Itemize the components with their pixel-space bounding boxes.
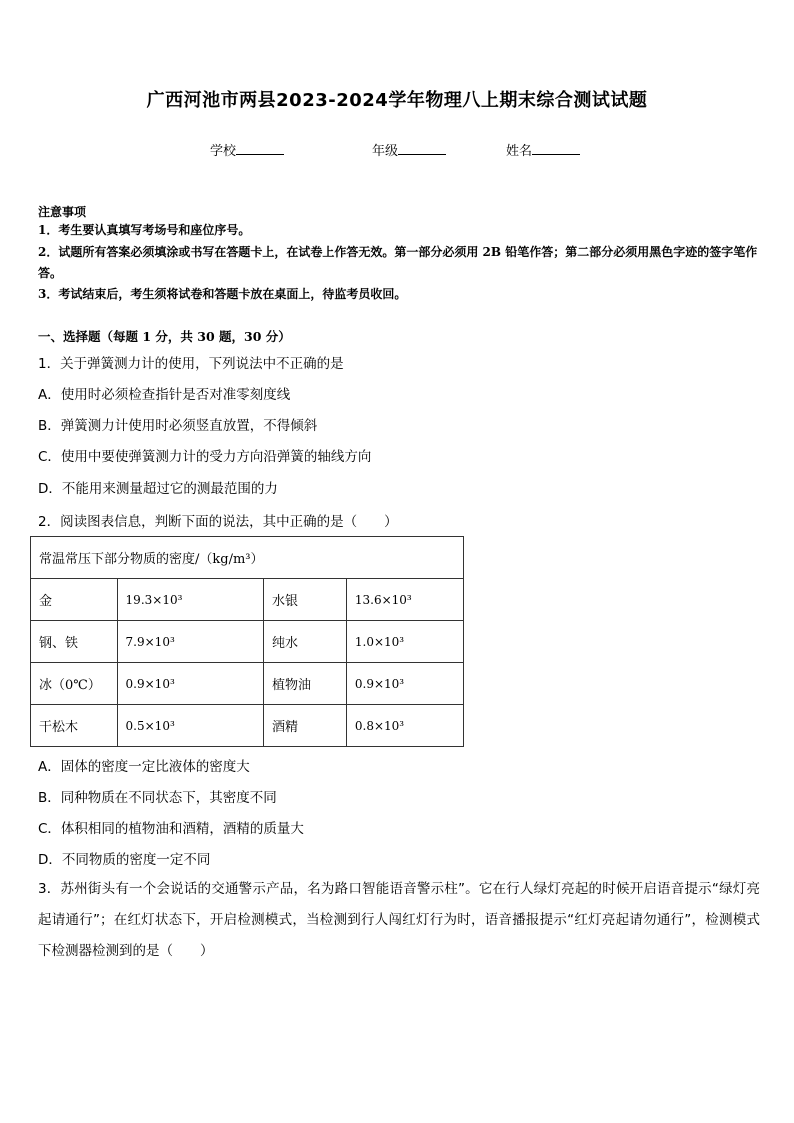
option-b: B．同种物质在不同状态下，其密度不同 xyxy=(38,790,277,806)
grade-blank xyxy=(398,142,446,155)
table-row xyxy=(31,705,464,747)
table-cell: 7.9×10³ xyxy=(117,621,263,663)
note-item: 1．考生要认真填写考场号和座位序号。 xyxy=(38,223,251,237)
option-c: C．体积相同的植物油和酒精，酒精的质量大 xyxy=(38,821,304,837)
grade-field xyxy=(372,140,446,159)
table-caption: 常温常压下部分物质的密度/（kg/m³） xyxy=(31,537,464,579)
notes-heading: 注意事项 xyxy=(38,205,87,219)
table-row xyxy=(31,663,464,705)
table-row xyxy=(31,579,464,621)
page-title: 广西河池市两县2023-2024学年物理八上期末综合测试试题 xyxy=(146,90,648,111)
table-cell: 酒精 xyxy=(264,705,347,747)
option-a: A．使用时必须检查指针是否对准零刻度线 xyxy=(38,387,291,403)
table-cell: 0.9×10³ xyxy=(346,663,463,705)
section-heading: 一、选择题（每题 1 分，共 30 题，30 分） xyxy=(38,329,291,344)
table-cell: 水银 xyxy=(264,579,347,621)
grade-label: 年级 xyxy=(372,144,399,159)
option-a: A．固体的密度一定比液体的密度大 xyxy=(38,759,250,775)
question-stem: 1．关于弹簧测力计的使用，下列说法中不正确的是 xyxy=(38,356,344,372)
table-cell: 钢、铁 xyxy=(31,621,118,663)
table-cell: 纯水 xyxy=(264,621,347,663)
question-stem: 2．阅读图表信息，判断下面的说法，其中正确的是（ ） xyxy=(38,514,398,530)
table-cell: 干松木 xyxy=(31,705,118,747)
option-d: D．不同物质的密度一定不同 xyxy=(38,852,211,868)
note-item: 3．考试结束后，考生须将试卷和答题卡放在桌面上，待监考员收回。 xyxy=(38,287,407,301)
table-cell: 0.9×10³ xyxy=(117,663,263,705)
table-cell: 19.3×10³ xyxy=(117,579,263,621)
question-stem: 3．苏州街头有一个会说话的交通警示产品，名为路口智能语音警示柱”。它在行人绿灯亮起的时候开启语音提示“绿灯亮起请通行”；在红灯状态下，开启检测模式，当检测到行人闯红灯行为时，语音播报提示“红灯亮起请勿通行”，检测模式下检测器检测到的是（ ） xyxy=(38,881,760,959)
table-cell: 0.5×10³ xyxy=(117,705,263,747)
table-cell: 植物油 xyxy=(264,663,347,705)
table-row xyxy=(31,621,464,663)
table-row xyxy=(31,537,464,579)
name-label: 姓名 xyxy=(506,144,533,159)
option-c: C．使用中要使弹簧测力计的受力方向沿弹簧的轴线方向 xyxy=(38,449,372,465)
name-blank xyxy=(532,142,580,155)
table-cell: 金 xyxy=(31,579,118,621)
name-field xyxy=(506,140,580,159)
table-cell: 13.6×10³ xyxy=(346,579,463,621)
note-item: 2．试题所有答案必须填涂或书写在答题卡上，在试卷上作答无效。第一部分必须用 2B 铅笔作答；第二部分必须用黑色字迹的签字笔作答。 xyxy=(38,245,758,280)
table-cell: 0.8×10³ xyxy=(346,705,463,747)
school-field xyxy=(210,140,284,159)
option-b: B．弹簧测力计使用时必须竖直放置，不得倾斜 xyxy=(38,418,318,434)
option-d: D．不能用来测量超过它的测最范围的力 xyxy=(38,481,278,497)
table-cell: 1.0×10³ xyxy=(346,621,463,663)
school-label: 学校 xyxy=(210,144,237,159)
density-table xyxy=(30,536,464,747)
table-cell: 冰（0℃） xyxy=(31,663,118,705)
school-blank xyxy=(236,142,284,155)
